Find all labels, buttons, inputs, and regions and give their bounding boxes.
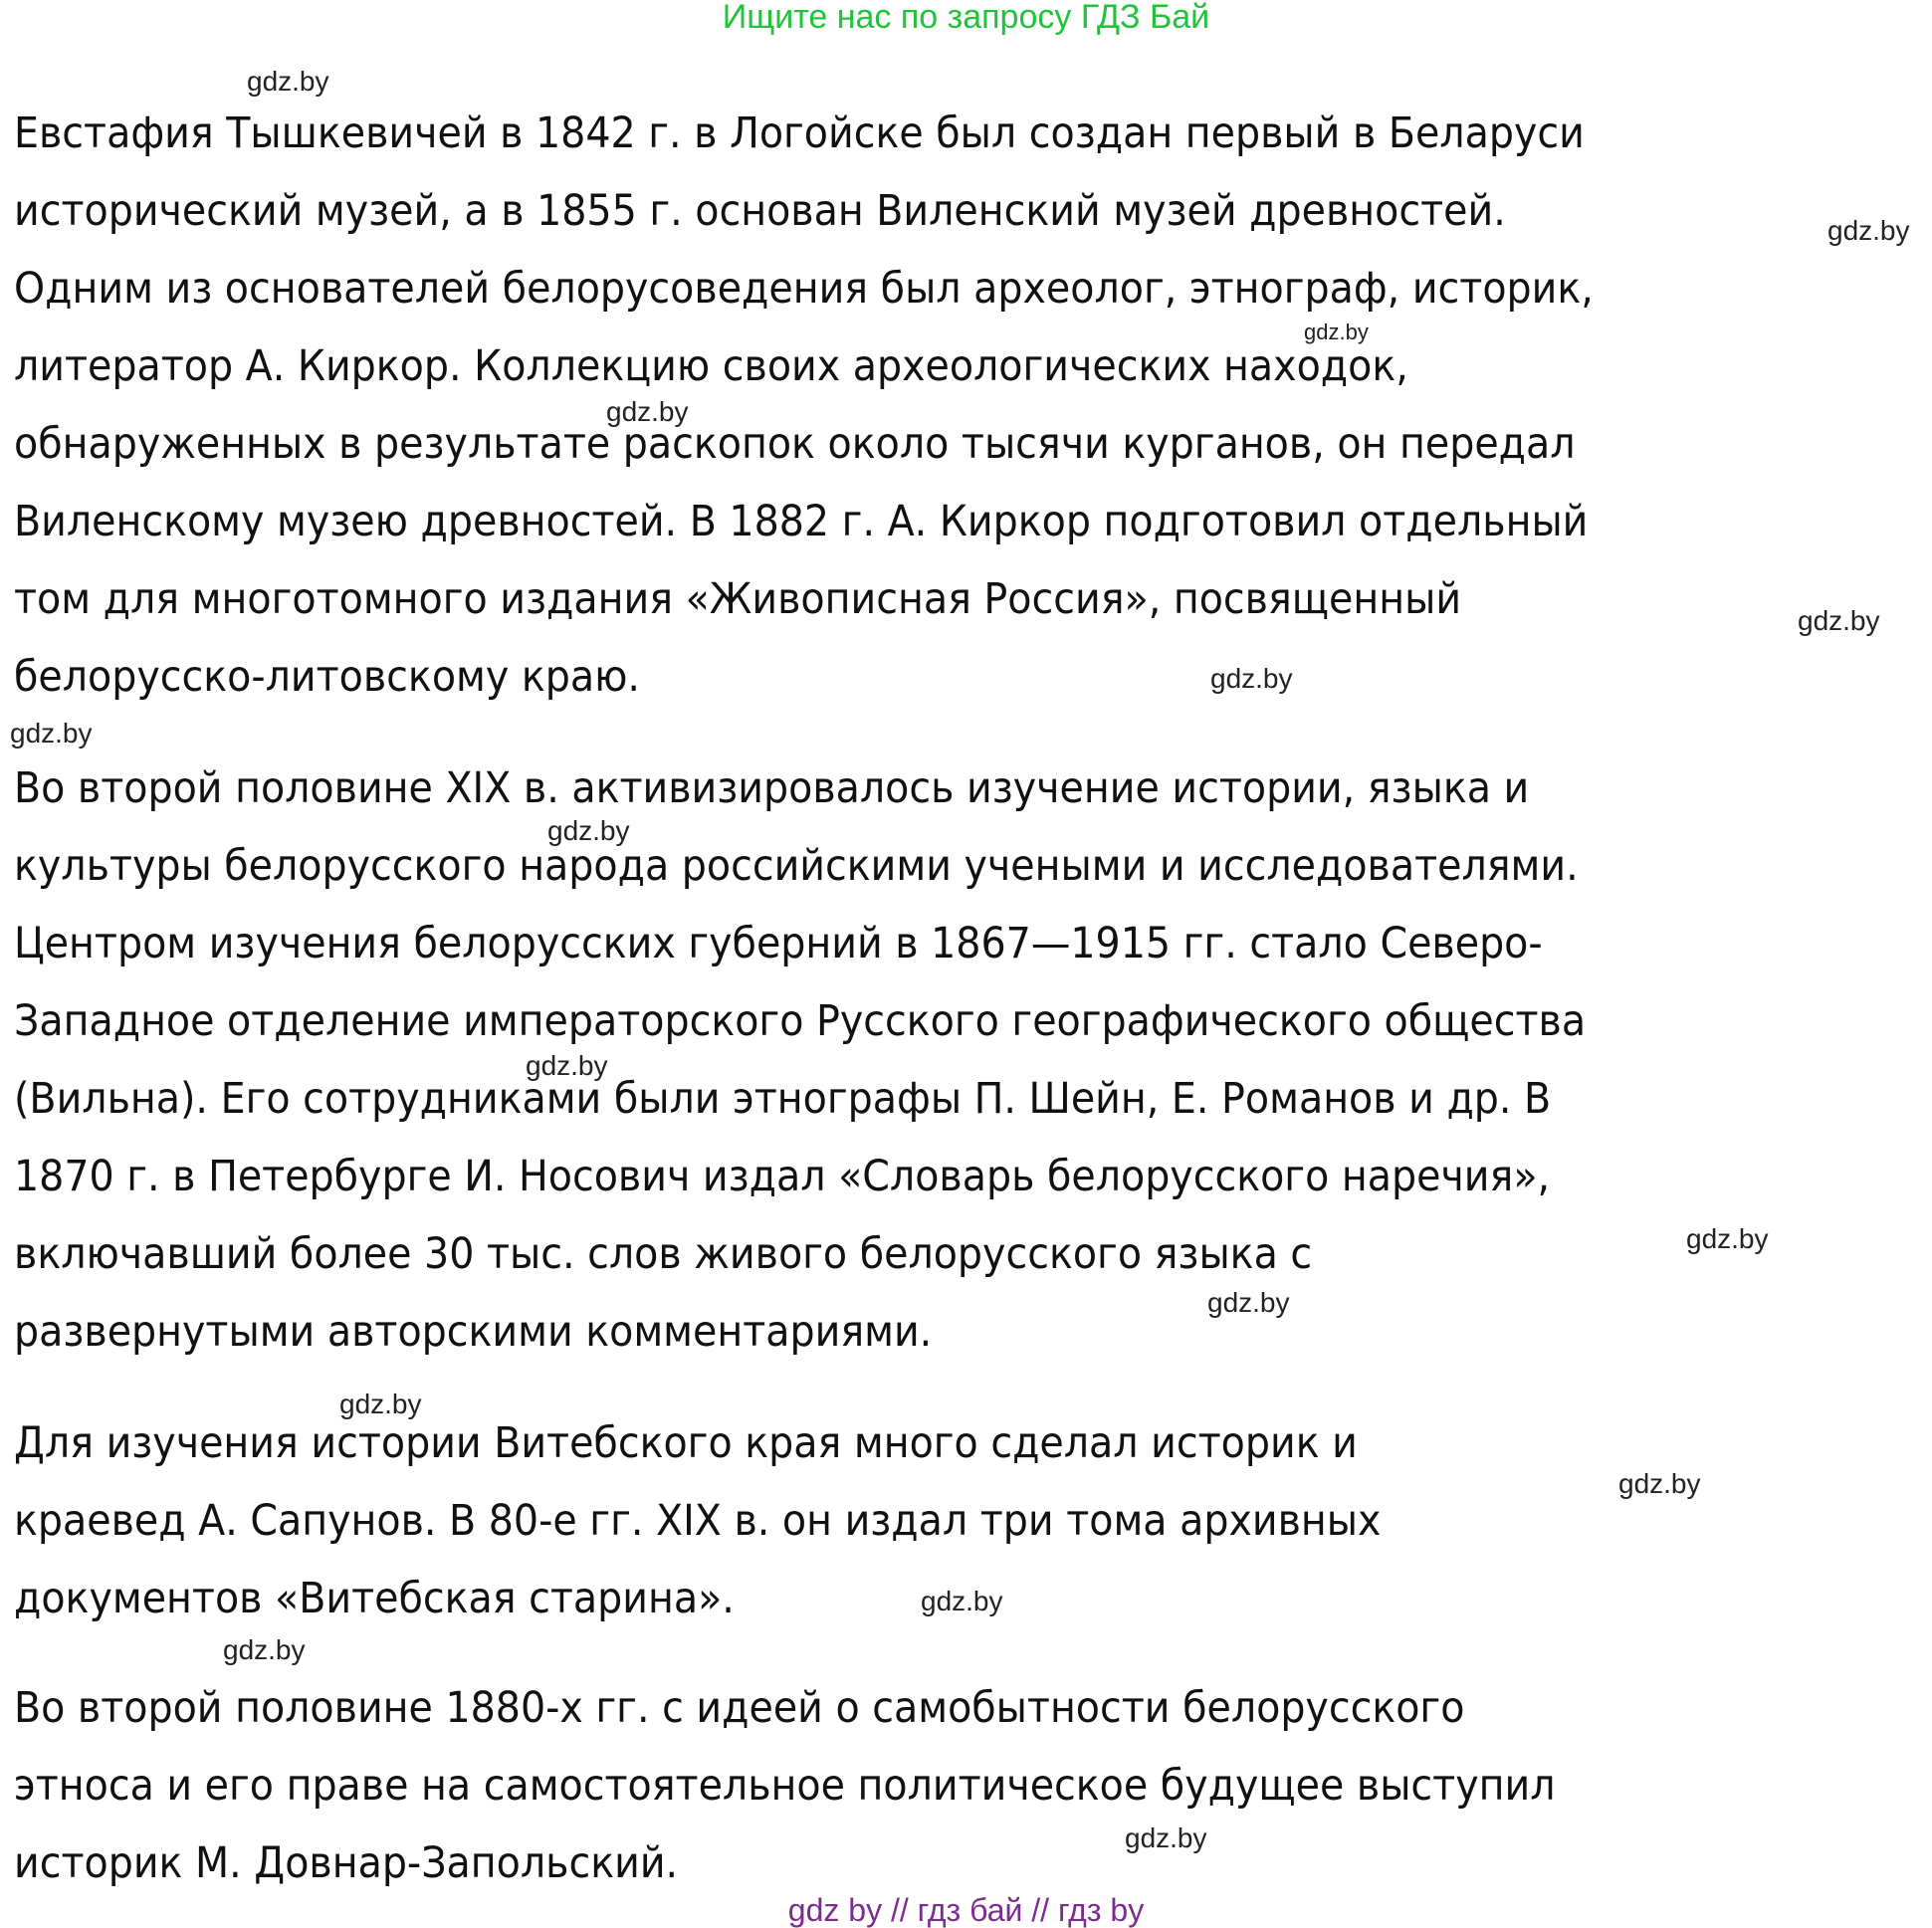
header-banner: Ищите нас по запросу ГДЗ Бай: [722, 0, 1210, 36]
watermark: gdz.by: [1125, 1822, 1207, 1853]
watermark: gdz.by: [247, 66, 329, 97]
watermark: gdz.by: [921, 1586, 1003, 1616]
body-line-12: Западное отделение императорского Русского географического общества: [14, 996, 1587, 1046]
body-line-11: Центром изучения белорусских губерний в 1867—1915 гг. стало Северо-: [14, 919, 1543, 968]
watermark: gdz.by: [1304, 320, 1369, 344]
body-line-20: Во второй половине 1880-х гг. с идеей о самобытности белорусского: [14, 1683, 1465, 1733]
body-line-4: литератор А. Киркор. Коллекцию своих археологических находок,: [14, 341, 1408, 391]
footer-links: gdz by // гдз бай // гдз by: [787, 1892, 1145, 1928]
body-line-14: 1870 г. в Петербурге И. Носович издал «Словарь белорусского наречия»,: [14, 1152, 1551, 1201]
body-line-5: обнаруженных в результате раскопок около тысячи курганов, он передал: [14, 419, 1576, 469]
watermark: gdz.by: [1207, 1287, 1290, 1318]
watermark: gdz.by: [1798, 605, 1880, 636]
body-line-3: Одним из основателей белорусоведения был археолог, этнограф, историк,: [14, 264, 1594, 314]
watermark: gdz.by: [1686, 1223, 1769, 1254]
body-line-2: исторический музей, а в 1855 г. основан Виленский музей древностей.: [14, 186, 1506, 236]
body-line-8: белорусско-литовскому краю.: [14, 652, 640, 702]
watermark: gdz.by: [10, 718, 93, 749]
body-line-19: документов «Витебская старина».: [14, 1574, 735, 1623]
body-line-13: (Вильна). Его сотрудниками были этнографы П. Шейн, Е. Романов и др. В: [14, 1074, 1552, 1124]
watermark: gdz.by: [606, 396, 689, 427]
body-line-18: краевед А. Сапунов. В 80-е гг. XIX в. он издал три тома архивных: [14, 1496, 1382, 1546]
body-line-7: том для многотомного издания «Живописная Россия», посвященный: [14, 574, 1462, 624]
watermark: gdz.by: [1618, 1468, 1701, 1499]
body-line-22: историк М. Довнар-Запольский.: [14, 1838, 679, 1888]
watermark: gdz.by: [1827, 215, 1910, 246]
body-line-16: развернутыми авторскими комментариями.: [14, 1307, 933, 1357]
body-line-15: включавший более 30 тыс. слов живого белорусского языка с: [14, 1229, 1313, 1279]
body-line-10: культуры белорусского народа российскими учеными и исследователями.: [14, 841, 1579, 891]
watermark: gdz.by: [1210, 663, 1293, 694]
body-line-1: Евстафия Тышкевичей в 1842 г. в Логойске был создан первый в Беларуси: [14, 108, 1585, 158]
body-line-17: Для изучения истории Витебского края много сделал историк и: [14, 1418, 1358, 1468]
watermark: gdz.by: [223, 1634, 306, 1665]
body-line-9: Во второй половине XIX в. активизировалось изучение истории, языка и: [14, 763, 1530, 813]
watermark: gdz.by: [526, 1050, 608, 1081]
watermark: gdz.by: [547, 815, 630, 846]
watermark: gdz.by: [339, 1389, 422, 1419]
body-line-6: Виленскому музею древностей. В 1882 г. А. Киркор подготовил отдельный: [14, 497, 1589, 546]
body-line-21: этноса и его праве на самостоятельное политическое будущее выступил: [14, 1761, 1556, 1811]
